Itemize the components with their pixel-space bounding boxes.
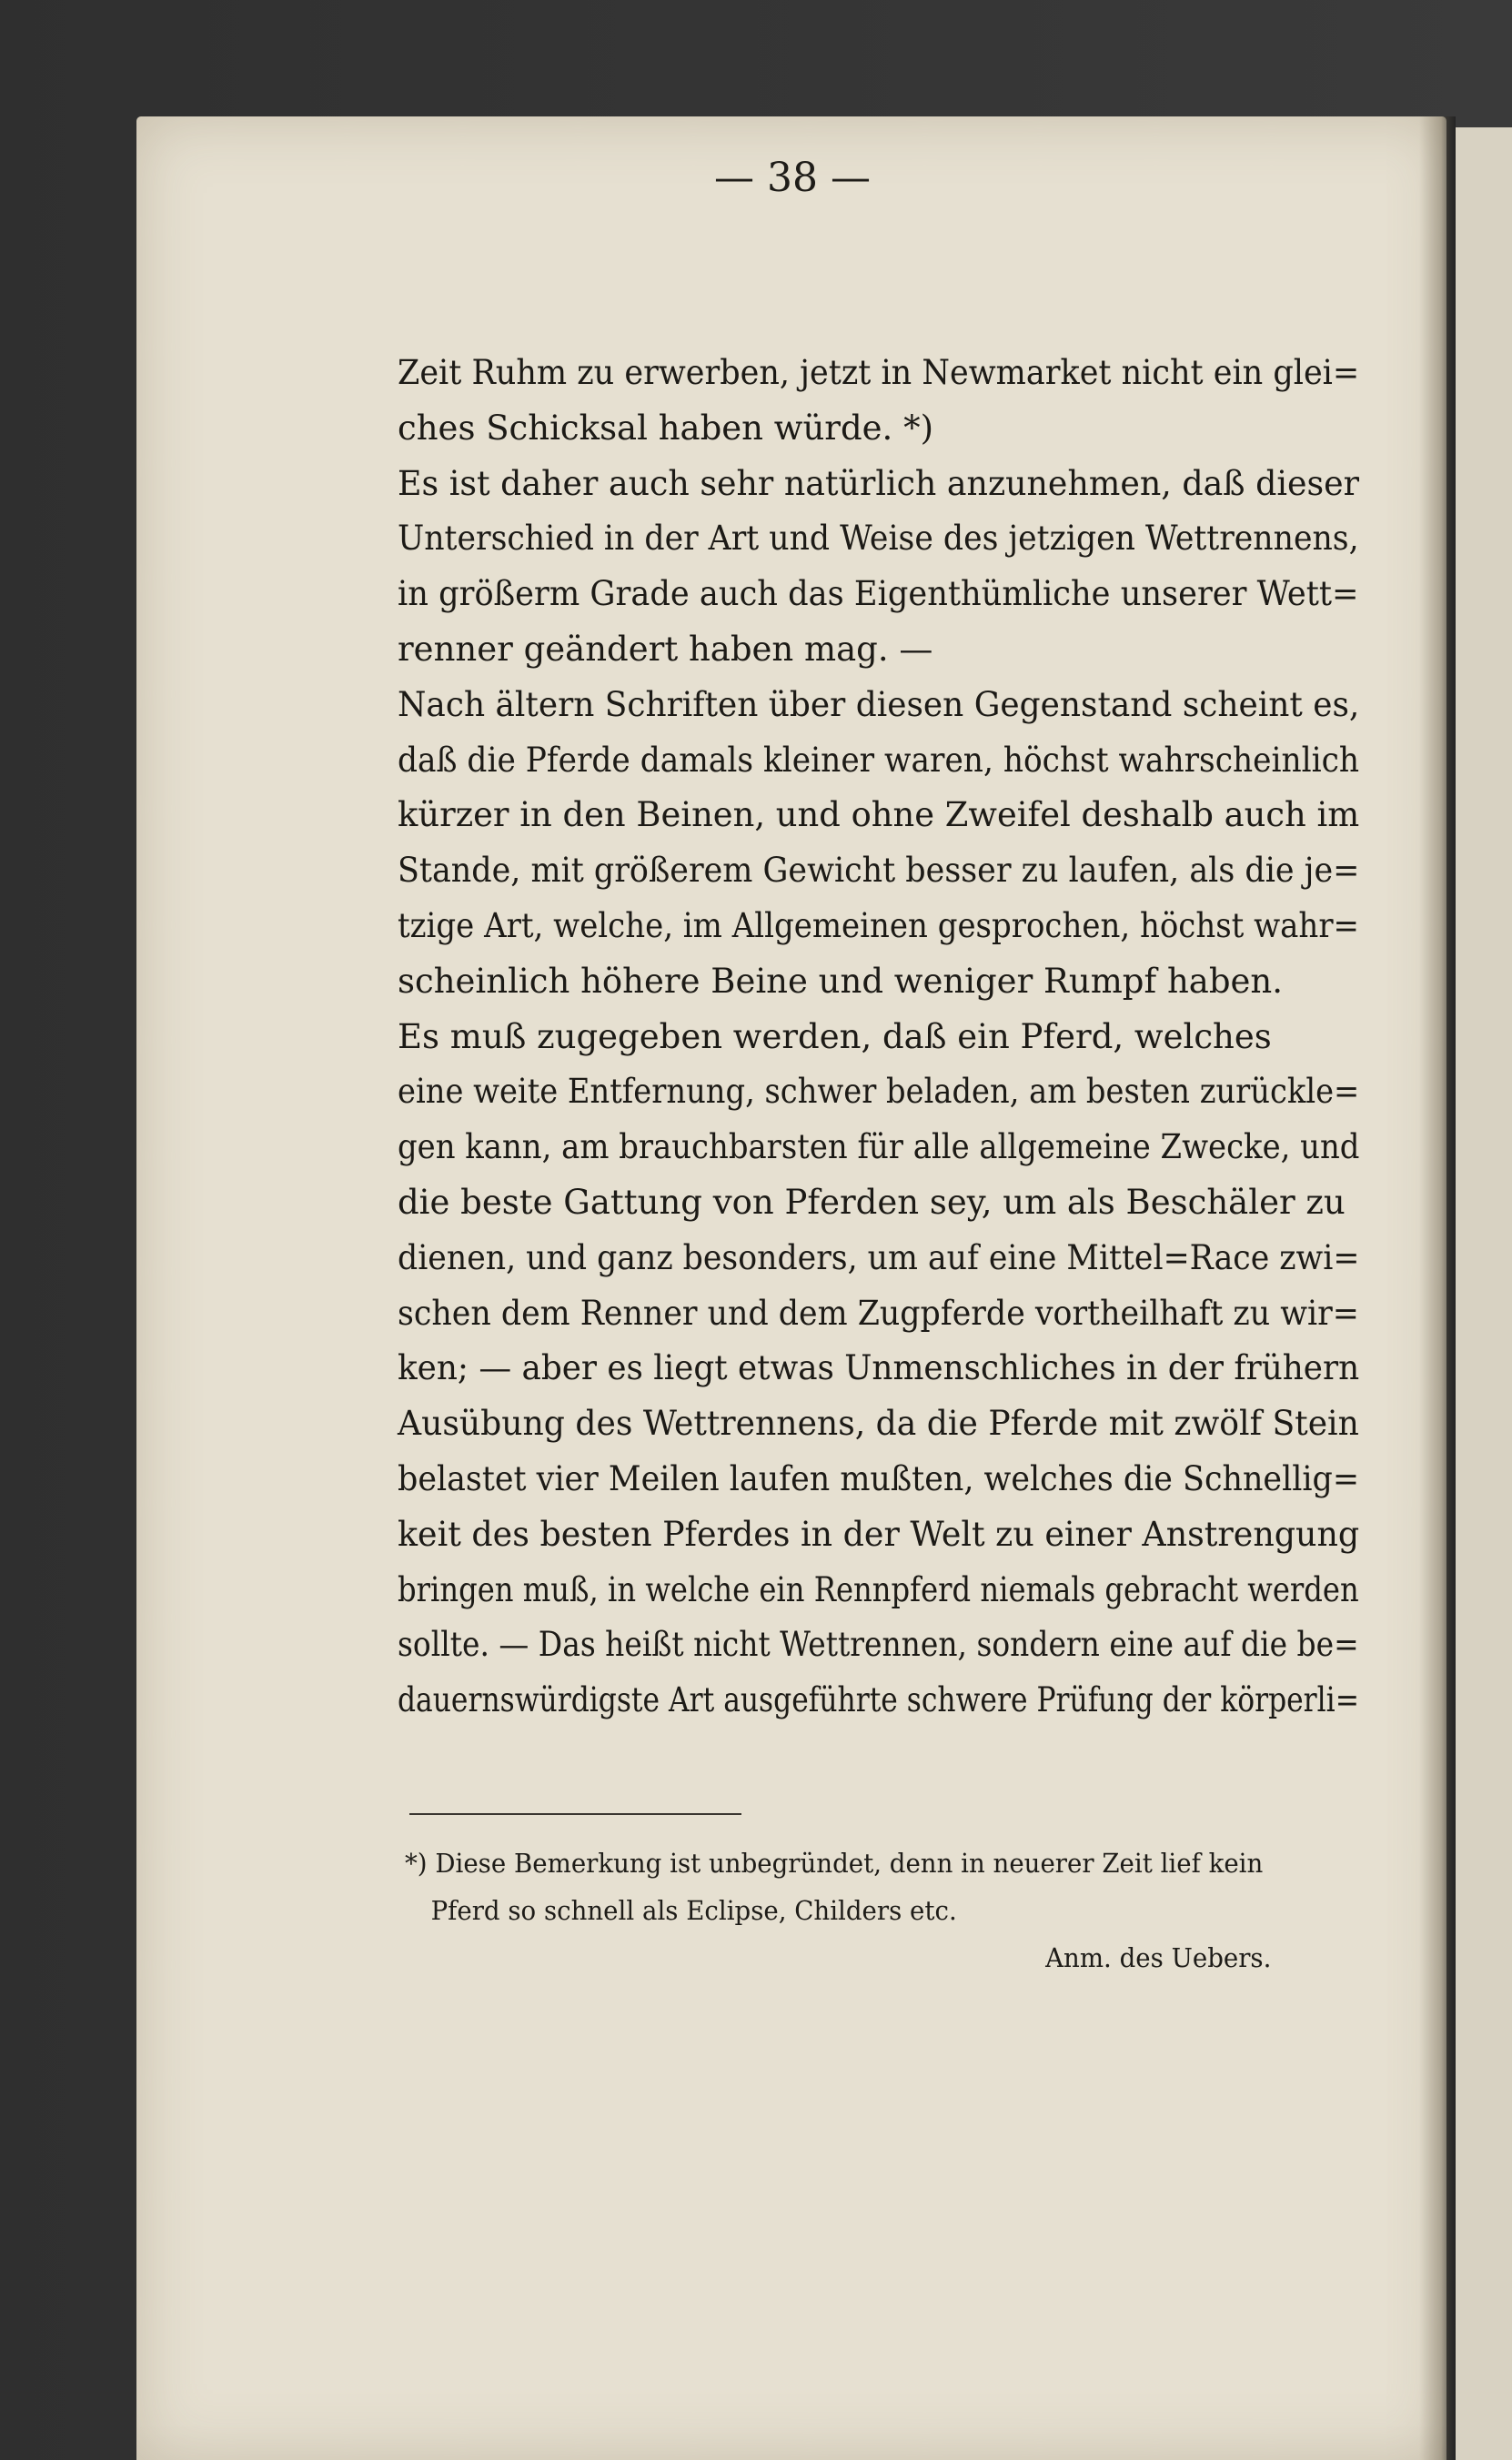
text-line: sollte. — Das heißt nicht Wettrennen, sondern eine auf die be= — [398, 1625, 1359, 1665]
footnote-line: *) Diese Bemerkung ist unbegründet, denn in neuerer Zeit lief kein — [405, 1848, 1264, 1879]
text-line: kürzer in den Beinen, und ohne Zweifel deshalb auch im — [398, 795, 1360, 835]
text-line: die beste Gattung von Pferden sey, um als Beschäler zu — [398, 1182, 1346, 1222]
text-line: dauernswürdigste Art ausgeführte schwere Prüfung der körperli= — [398, 1680, 1359, 1720]
text-line: ches Schicksal haben würde. *) — [398, 408, 934, 448]
text-line: Zeit Ruhm zu erwerben, jetzt in Newmarket nicht ein glei= — [398, 353, 1360, 392]
text-line: dienen, und ganz besonders, um auf eine Mittel=Race zwi= — [398, 1237, 1360, 1277]
text-line: gen kann, am brauchbarsten für alle allgemeine Zwecke, und — [398, 1127, 1360, 1167]
text-line: schen dem Renner und dem Zugpferde vortheilhaft zu wir= — [398, 1293, 1359, 1333]
text-line: daß die Pferde damals kleiner waren, höchst wahrscheinlich — [398, 740, 1360, 780]
page-number-header — [0, 155, 1512, 227]
text-line: tzige Art, welche, im Allgemeinen gesprochen, höchst wahr= — [398, 905, 1360, 945]
footnote-divider — [409, 1813, 741, 1815]
text-line: Es ist daher auch sehr natürlich anzunehmen, daß dieser — [398, 463, 1360, 503]
text-line: Ausübung des Wettrennens, da die Pferde mit zwölf Stein — [398, 1404, 1359, 1444]
page-number: — 38 — — [714, 155, 871, 201]
next-page-edge — [1456, 127, 1512, 2460]
text-line: ken; — aber es liegt etwas Unmenschliches in der frühern — [398, 1348, 1360, 1388]
text-line: belastet vier Meilen laufen mußten, welches die Schnellig= — [398, 1458, 1360, 1498]
text-line: renner geändert haben mag. — — [398, 629, 933, 669]
body-text — [398, 346, 1359, 1729]
text-line: Nach ältern Schriften über diesen Gegenstand scheint es, — [398, 684, 1360, 724]
footnote-signature: Anm. des Uebers. — [1045, 1942, 1272, 1973]
text-line: Es muß zugegeben werden, daß ein Pferd, welches — [398, 1016, 1272, 1056]
text-line: in größerm Grade auch das Eigenthümliche unserer Wett= — [398, 574, 1359, 614]
text-line: keit des besten Pferdes in der Welt zu einer Anstrengung — [398, 1514, 1360, 1554]
text-line: bringen muß, in welche ein Rennpferd niemals gebracht werden — [398, 1569, 1359, 1609]
footnote-line: Pferd so schnell als Eclipse, Childers etc. — [430, 1895, 957, 1926]
text-line: eine weite Entfernung, schwer beladen, am besten zurückle= — [398, 1072, 1360, 1112]
text-line: scheinlich höhere Beine und weniger Rumpf haben. — [398, 961, 1284, 1001]
footnote — [405, 1840, 1360, 1981]
text-line: Unterschied in der Art und Weise des jetzigen Wettrennens, — [398, 519, 1359, 559]
text-line: Stande, mit größerem Gewicht besser zu laufen, als die je= — [398, 851, 1360, 891]
page-gutter-shadow — [1419, 116, 1456, 2460]
